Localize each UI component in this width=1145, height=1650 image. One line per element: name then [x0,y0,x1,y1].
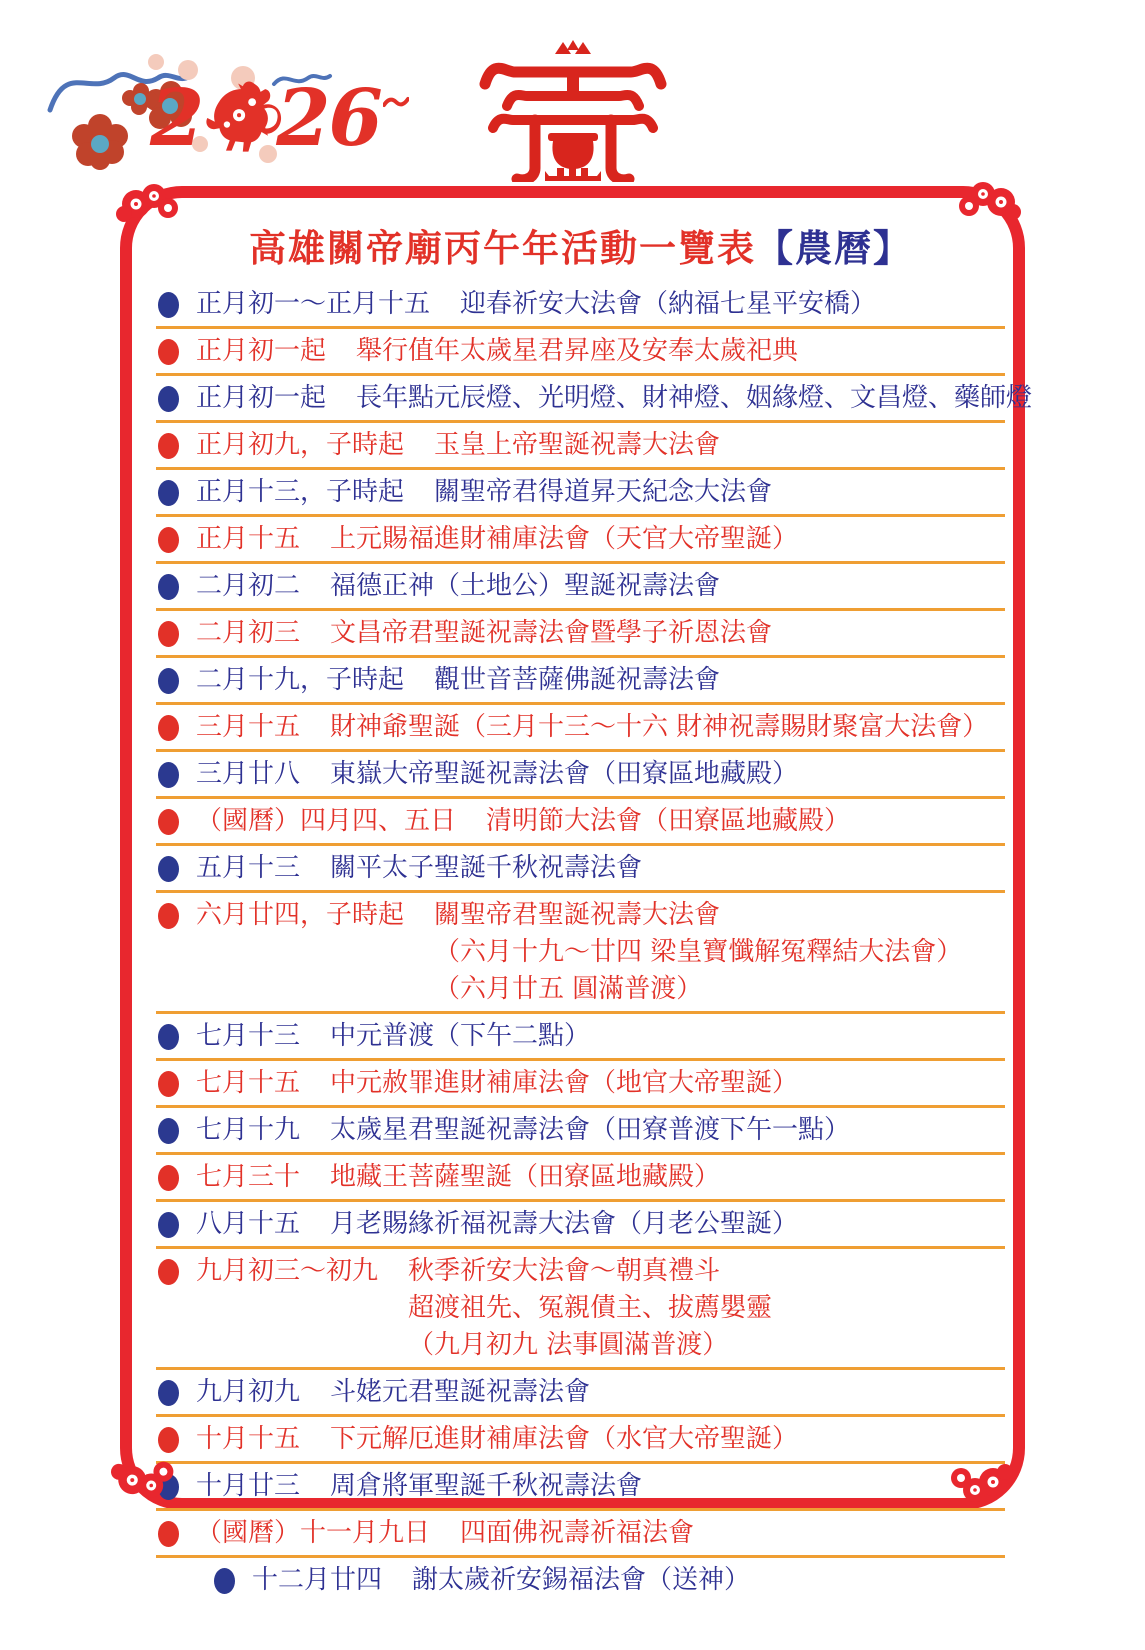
event-date: 九月初九 [196,1377,301,1407]
event-title: 斗姥元君聖誕祝壽法會 [330,1377,591,1407]
year-text [150,73,409,164]
event-body [460,286,876,323]
year-2026-logo [38,48,381,178]
bullet-icon [158,386,179,412]
bullet-icon [158,527,179,553]
bullet-icon [158,762,179,788]
events-board [120,186,1033,1595]
event-date: 十月十五 [196,1424,301,1454]
event-date: 十月廿三 [196,1471,301,1501]
bullet-icon [158,1521,179,1547]
event-text [196,1253,772,1364]
event-text [196,474,772,511]
event-body [356,333,798,370]
event-row [156,470,1005,517]
bullet-icon [158,433,179,459]
event-date: 正月初一起 [196,336,327,366]
event-text [196,803,850,840]
event-date: 二月初三 [196,618,301,648]
event-date: 十二月廿四 [252,1565,383,1595]
bullet-icon [158,1071,179,1097]
event-text [196,333,798,370]
event-text [196,1065,798,1102]
event-text [252,1562,750,1599]
event-text [196,521,798,558]
event-body [330,615,772,652]
event-body [356,380,1032,417]
event-row [156,282,1005,329]
title-main: 高雄關帝廟丙午年活動一覽表 [249,227,756,270]
header [0,0,1145,186]
event-text [196,427,720,464]
bullet-icon [158,339,179,365]
event-row [156,1202,1005,1249]
event-body [330,1468,642,1505]
event-body [330,756,798,793]
event-text [196,1515,694,1552]
event-text [196,1159,720,1196]
corner-cloud-ornament-icon [939,1454,1017,1508]
bullet-icon [158,1024,179,1050]
event-date: 五月十三 [196,853,301,883]
event-body [434,897,962,1008]
event-subline: （九月初九 法事圓滿普渡） [408,1330,729,1360]
year-tilde-flourish-icon [383,94,409,110]
event-date: 正月初一～正月十五 [196,289,431,319]
event-body [330,850,642,887]
event-text [196,1112,850,1149]
event-title: 長年點元辰燈、光明燈、財神燈、姻緣燈、文昌燈、藥師燈 [356,383,1033,413]
event-date: （國曆）十一月九日 [196,1518,431,1548]
year-digit-2: 2 [150,73,203,164]
event-body [330,1159,720,1196]
event-body [408,1253,772,1364]
event-date: 七月十三 [196,1021,301,1051]
event-row [156,1370,1005,1417]
event-row [156,329,1005,376]
event-row [156,1108,1005,1155]
event-title: 下元解厄進財補庫法會（水官大帝聖誕） [330,1424,799,1454]
event-date: 六月廿四，子時起 [196,900,405,930]
horse-icon [198,76,282,160]
year-digits-26: 26 [276,73,381,164]
event-body [330,1018,590,1055]
event-text [196,897,962,1008]
temple-logo-icon [455,40,691,186]
event-title: 福德正神（土地公）聖誕祝壽法會 [330,571,721,601]
event-body [434,662,720,699]
event-text [196,568,720,605]
event-body [330,1421,798,1458]
event-body [330,1206,798,1243]
event-title: 上元賜福進財補庫法會（天官大帝聖誕） [330,524,799,554]
event-title: 中元普渡（下午二點） [330,1021,591,1051]
title-calendar-tag: 【農曆】 [756,227,912,270]
bullet-icon [158,809,179,835]
event-text [196,850,642,887]
event-date: 七月十五 [196,1068,301,1098]
event-row [156,1417,1005,1464]
event-date: 正月十五 [196,524,301,554]
event-text [196,1468,642,1505]
bullet-icon [158,480,179,506]
event-body [330,1112,850,1149]
event-title: 玉皇上帝聖誕祝壽大法會 [434,430,721,460]
event-text [196,709,988,746]
bullet-icon [158,715,179,741]
event-row [156,423,1005,470]
bullet-icon [158,1165,179,1191]
event-date: 七月十九 [196,1115,301,1145]
event-body [412,1562,750,1599]
event-title: 財神爺聖誕（三月十三～十六 財神祝壽賜財聚富大法會） [330,712,989,742]
event-text [196,1206,798,1243]
event-row [212,1558,1005,1602]
event-body [330,709,988,746]
bullet-icon [158,856,179,882]
event-subline: 超渡祖先、冤親債主、拔薦嬰靈 [408,1293,773,1323]
event-row [156,564,1005,611]
corner-cloud-ornament-icon [947,176,1025,230]
event-title: 關聖帝君聖誕祝壽大法會 [434,900,721,930]
bullet-icon [158,1380,179,1406]
bullet-icon [158,1212,179,1238]
event-row [156,705,1005,752]
event-date: 三月廿八 [196,759,301,789]
event-body [330,521,798,558]
event-row [156,1511,1005,1558]
event-row [156,1155,1005,1202]
event-subline: （六月十九～廿四 梁皇寶懺解冤釋結大法會） [434,937,963,967]
event-date: 三月十五 [196,712,301,742]
event-row [156,517,1005,564]
event-text [196,756,798,793]
event-row [156,846,1005,893]
event-body [330,1065,798,1102]
event-title: 中元赦罪進財補庫法會（地官大帝聖誕） [330,1068,799,1098]
event-text [196,286,876,323]
red-flower-1 [72,114,128,170]
event-body [330,1374,590,1411]
event-date: 八月十五 [196,1209,301,1239]
event-text [196,1018,590,1055]
event-row [156,799,1005,846]
event-text [196,662,720,699]
bullet-icon [158,621,179,647]
event-title: 觀世音菩薩佛誕祝壽法會 [434,665,721,695]
bullet-icon [158,574,179,600]
event-text [196,380,1032,417]
event-title: 太歲星君聖誕祝壽法會（田寮普渡下午一點） [330,1115,851,1145]
event-title: 迎春祈安大法會（納福七星平安橋） [460,289,877,319]
event-title: 地藏王菩薩聖誕（田寮區地藏殿） [330,1162,721,1192]
bullet-icon [158,292,179,318]
event-date: 正月初九，子時起 [196,430,405,460]
bullet-icon [214,1568,235,1594]
event-body [434,474,772,511]
event-row [156,752,1005,799]
event-text [196,1421,798,1458]
event-title: 文昌帝君聖誕祝壽法會暨學子祈恩法會 [330,618,773,648]
event-list [156,282,1033,1602]
event-date: （國曆）四月四、五日 [196,806,457,836]
event-date: 九月初三～初九 [196,1256,379,1286]
event-row [156,611,1005,658]
event-row [156,893,1005,1014]
event-title: 關聖帝君得道昇天紀念大法會 [434,477,773,507]
event-date: 正月初一起 [196,383,327,413]
event-title: 東嶽大帝聖誕祝壽法會（田寮區地藏殿） [330,759,799,789]
bullet-icon [158,1259,179,1285]
event-title: 謝太歲祈安錫福法會（送神） [412,1565,751,1595]
bullet-icon [158,903,179,929]
event-title: 月老賜緣祈福祝壽大法會（月老公聖誕） [330,1209,799,1239]
event-title: 舉行值年太歲星君昇座及安奉太歲祀典 [356,336,799,366]
event-row [156,1464,1005,1511]
event-date: 七月三十 [196,1162,301,1192]
event-row [156,1061,1005,1108]
event-text [196,615,772,652]
event-body [434,427,720,464]
event-date: 正月十三，子時起 [196,477,405,507]
event-body [460,1515,694,1552]
event-row [156,1249,1005,1370]
page-title [156,218,1005,272]
bullet-icon [158,668,179,694]
event-title: 周倉將軍聖誕千秋祝壽法會 [330,1471,643,1501]
event-subline: （六月廿五 圓滿普渡） [434,974,703,1004]
bullet-icon [158,1118,179,1144]
event-date: 二月十九，子時起 [196,665,405,695]
event-date: 二月初二 [196,571,301,601]
event-title: 關平太子聖誕千秋祝壽法會 [330,853,643,883]
event-title: 清明節大法會（田寮區地藏殿） [486,806,851,836]
corner-cloud-ornament-icon [105,1445,190,1509]
event-title: 四面佛祝壽祈福法會 [460,1518,695,1548]
event-body [486,803,850,840]
event-text [196,1374,590,1411]
event-row [156,1014,1005,1061]
event-title: 秋季祈安大法會～朝真禮斗 [408,1256,721,1286]
event-row [156,376,1033,423]
event-body [330,568,720,605]
corner-cloud-ornament-icon [112,178,190,232]
event-row [156,658,1005,705]
